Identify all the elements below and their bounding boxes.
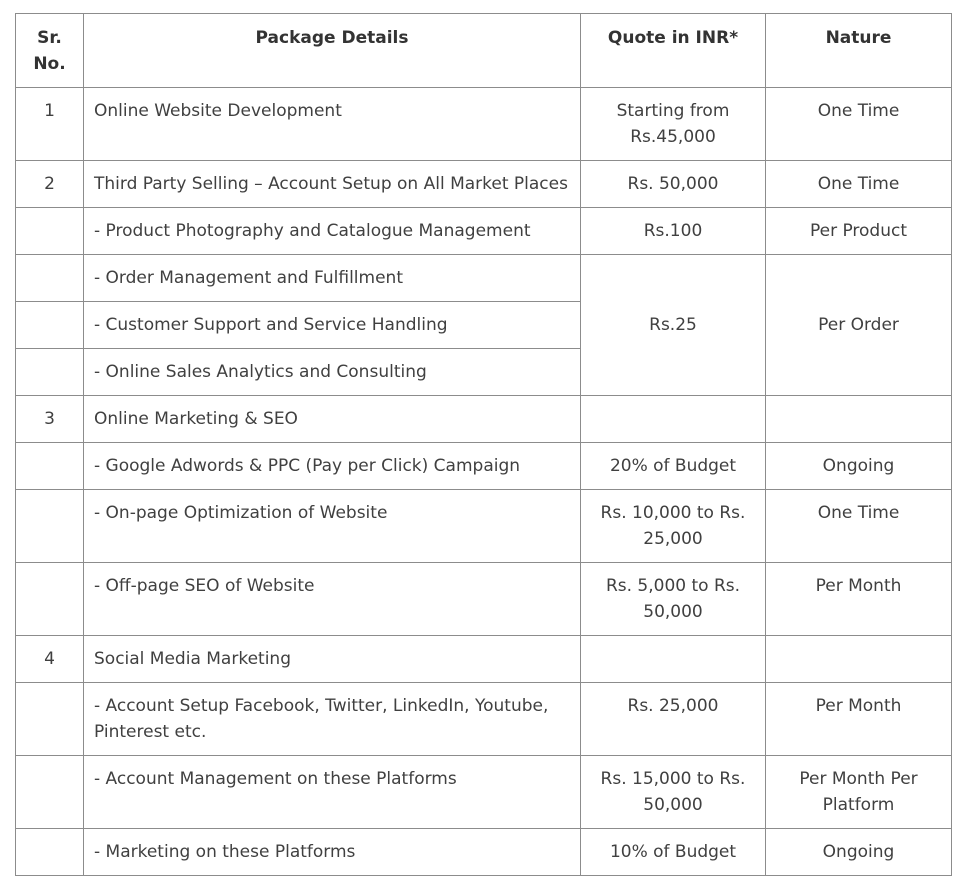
- table-row: [16, 443, 952, 490]
- header-nature: Nature: [766, 14, 952, 88]
- sr-cell: [16, 829, 84, 876]
- nature-cell: One Time: [766, 88, 952, 161]
- quote-cell: Rs.100: [581, 208, 766, 255]
- sr-cell: [16, 443, 84, 490]
- sr-cell: 4: [16, 636, 84, 683]
- sr-cell: [16, 255, 84, 302]
- details-cell: - Online Sales Analytics and Consulting: [84, 349, 581, 396]
- nature-cell: Per Order: [766, 255, 952, 396]
- details-cell: Online Website Development: [84, 88, 581, 161]
- quote-cell: 10% of Budget: [581, 829, 766, 876]
- quote-cell: Rs. 25,000: [581, 683, 766, 756]
- nature-cell: Per Month Per Platform: [766, 756, 952, 829]
- sr-cell: 3: [16, 396, 84, 443]
- sr-cell: [16, 302, 84, 349]
- details-cell: - Product Photography and Catalogue Management: [84, 208, 581, 255]
- sr-cell: [16, 756, 84, 829]
- sr-cell: [16, 490, 84, 563]
- nature-cell: Ongoing: [766, 443, 952, 490]
- quote-cell: Rs.25: [581, 255, 766, 396]
- table-row: [16, 208, 952, 255]
- details-cell: - Off-page SEO of Website: [84, 563, 581, 636]
- header-sr-no: Sr. No.: [16, 14, 84, 88]
- table-row: [16, 490, 952, 563]
- nature-cell: Per Product: [766, 208, 952, 255]
- details-cell: - Account Management on these Platforms: [84, 756, 581, 829]
- quote-cell: Rs. 15,000 to Rs. 50,000: [581, 756, 766, 829]
- table-header-row: [16, 14, 952, 88]
- details-cell: Online Marketing & SEO: [84, 396, 581, 443]
- details-cell: Third Party Selling – Account Setup on All Market Places: [84, 161, 581, 208]
- package-pricing-table: [15, 13, 952, 876]
- sr-cell: 1: [16, 88, 84, 161]
- quote-cell: [581, 636, 766, 683]
- quote-cell: Rs. 5,000 to Rs. 50,000: [581, 563, 766, 636]
- quote-cell: Rs. 50,000: [581, 161, 766, 208]
- nature-cell: Ongoing: [766, 829, 952, 876]
- table-row: [16, 756, 952, 829]
- table-row: [16, 396, 952, 443]
- table-row: [16, 161, 952, 208]
- nature-cell: One Time: [766, 490, 952, 563]
- header-quote: Quote in INR*: [581, 14, 766, 88]
- nature-cell: [766, 396, 952, 443]
- details-cell: - On-page Optimization of Website: [84, 490, 581, 563]
- table-row: [16, 255, 952, 302]
- header-package-details: Package Details: [84, 14, 581, 88]
- nature-cell: Per Month: [766, 683, 952, 756]
- sr-cell: [16, 683, 84, 756]
- table-row: [16, 88, 952, 161]
- details-cell: - Google Adwords & PPC (Pay per Click) Campaign: [84, 443, 581, 490]
- details-cell: Social Media Marketing: [84, 636, 581, 683]
- quote-cell: 20% of Budget: [581, 443, 766, 490]
- table-row: [16, 829, 952, 876]
- sr-cell: [16, 349, 84, 396]
- quote-cell: Rs. 10,000 to Rs. 25,000: [581, 490, 766, 563]
- quote-cell: [581, 396, 766, 443]
- details-cell: - Marketing on these Platforms: [84, 829, 581, 876]
- nature-cell: One Time: [766, 161, 952, 208]
- nature-cell: [766, 636, 952, 683]
- sr-cell: 2: [16, 161, 84, 208]
- quote-cell: Starting from Rs.45,000: [581, 88, 766, 161]
- details-cell: - Order Management and Fulfillment: [84, 255, 581, 302]
- details-cell: - Customer Support and Service Handling: [84, 302, 581, 349]
- table-row: [16, 563, 952, 636]
- nature-cell: Per Month: [766, 563, 952, 636]
- details-cell: - Account Setup Facebook, Twitter, LinkedIn, Youtube, Pinterest etc.: [84, 683, 581, 756]
- sr-cell: [16, 563, 84, 636]
- sr-cell: [16, 208, 84, 255]
- table-row: [16, 636, 952, 683]
- table-row: [16, 683, 952, 756]
